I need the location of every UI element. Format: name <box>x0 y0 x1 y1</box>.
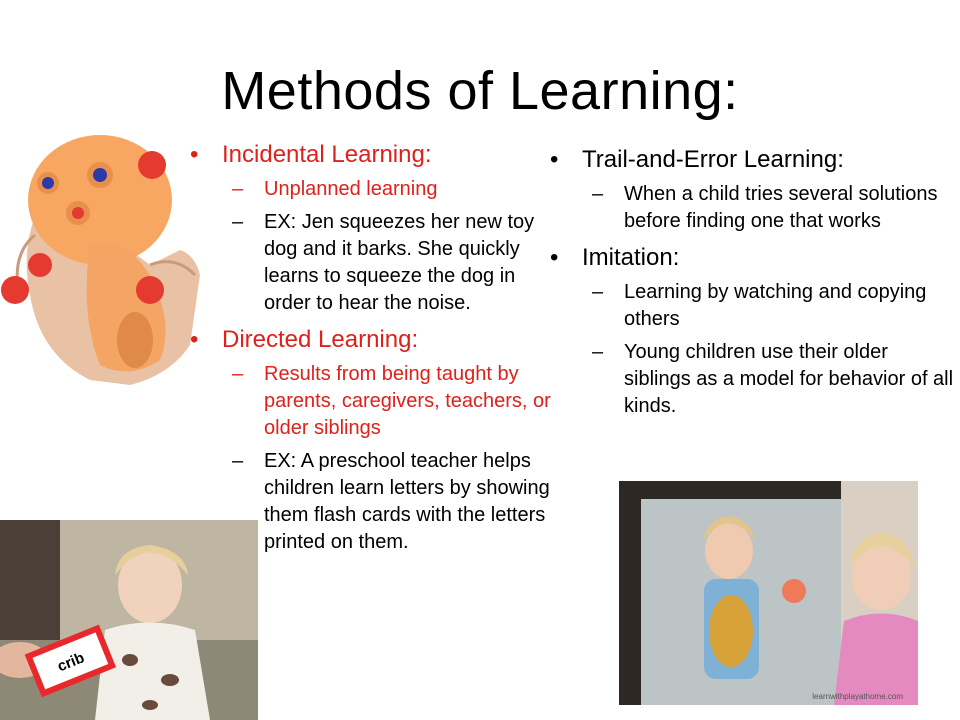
watermark-text: learnwithplayathome.com <box>812 692 903 701</box>
flash-card-word: crib <box>54 649 87 676</box>
pajama-spot <box>142 700 158 710</box>
right-column <box>550 145 955 426</box>
mirror-photo <box>619 481 918 705</box>
subbullet-taught-by-parents: – Results from being taught by parents, caregivers, teachers, or older siblings <box>232 363 551 439</box>
bottle <box>709 595 753 667</box>
toy-eye-pupil <box>42 177 54 189</box>
red-knob <box>1 276 29 304</box>
pajama-spot <box>122 654 138 666</box>
squeeze-toy-illustration <box>0 125 210 385</box>
subbullet-watching-copying: – Learning by watching and copying others <box>592 281 927 330</box>
toy-ball <box>782 579 806 603</box>
red-knob <box>28 253 52 277</box>
toy-eye-pupil <box>93 168 107 182</box>
subbullet-text: Young children use their older siblings as a model for behavior of all kinds. <box>624 341 954 417</box>
bullet-trail-and-error: • Trail-and-Error Learning: <box>550 145 955 175</box>
flashcard-illustration <box>0 520 258 720</box>
subbullet-tries-solutions: – When a child tries several solutions before finding one that works <box>592 183 938 232</box>
toy-mouth <box>117 312 153 368</box>
pajama-spot <box>161 674 179 686</box>
subbullet-text: Learning by watching and copying others <box>624 281 927 330</box>
flashcard-photo <box>0 520 258 720</box>
subbullet-jen-example: – EX: Jen squeezes her new toy dog and it barks. She quickly learns to squeeze the dog in order to hear the noise. <box>232 211 535 314</box>
subbullet-text: EX: Jen squeezes her new toy dog and it barks. She quickly learns to squeeze the dog in order to hear the noise. <box>264 211 535 314</box>
squeeze-toy-image <box>0 125 210 385</box>
subbullet-preschool-example: – EX: A preschool teacher helps children learn letters by showing them flash cards with the letters printed on them. <box>232 450 550 553</box>
subbullet-unplanned-learning: – Unplanned learning <box>232 178 438 200</box>
subbullet-text: Unplanned learning <box>264 178 438 200</box>
toy-nose-dot <box>72 207 84 219</box>
subbullet-text: When a child tries several solutions before finding one that works <box>624 183 938 232</box>
bullet-directed-learning: • Directed Learning: <box>190 325 555 355</box>
left-column <box>190 140 555 562</box>
red-knob <box>138 151 166 179</box>
mirror-illustration <box>619 481 918 705</box>
subbullet-text: EX: A preschool teacher helps children learn letters by showing them flash cards with the letters printed on them. <box>264 450 550 553</box>
bullet-imitation: • Imitation: <box>550 243 955 273</box>
subbullet-text: Results from being taught by parents, caregivers, teachers, or older siblings <box>264 363 551 439</box>
red-knob <box>136 276 164 304</box>
bullet-incidental-learning: • Incidental Learning: <box>190 140 555 170</box>
reflection-face <box>705 523 753 579</box>
slide-title: Methods of Learning: <box>221 61 739 121</box>
subbullet-older-siblings: – Young children use their older siblings as a model for behavior of all kinds. <box>592 341 954 417</box>
